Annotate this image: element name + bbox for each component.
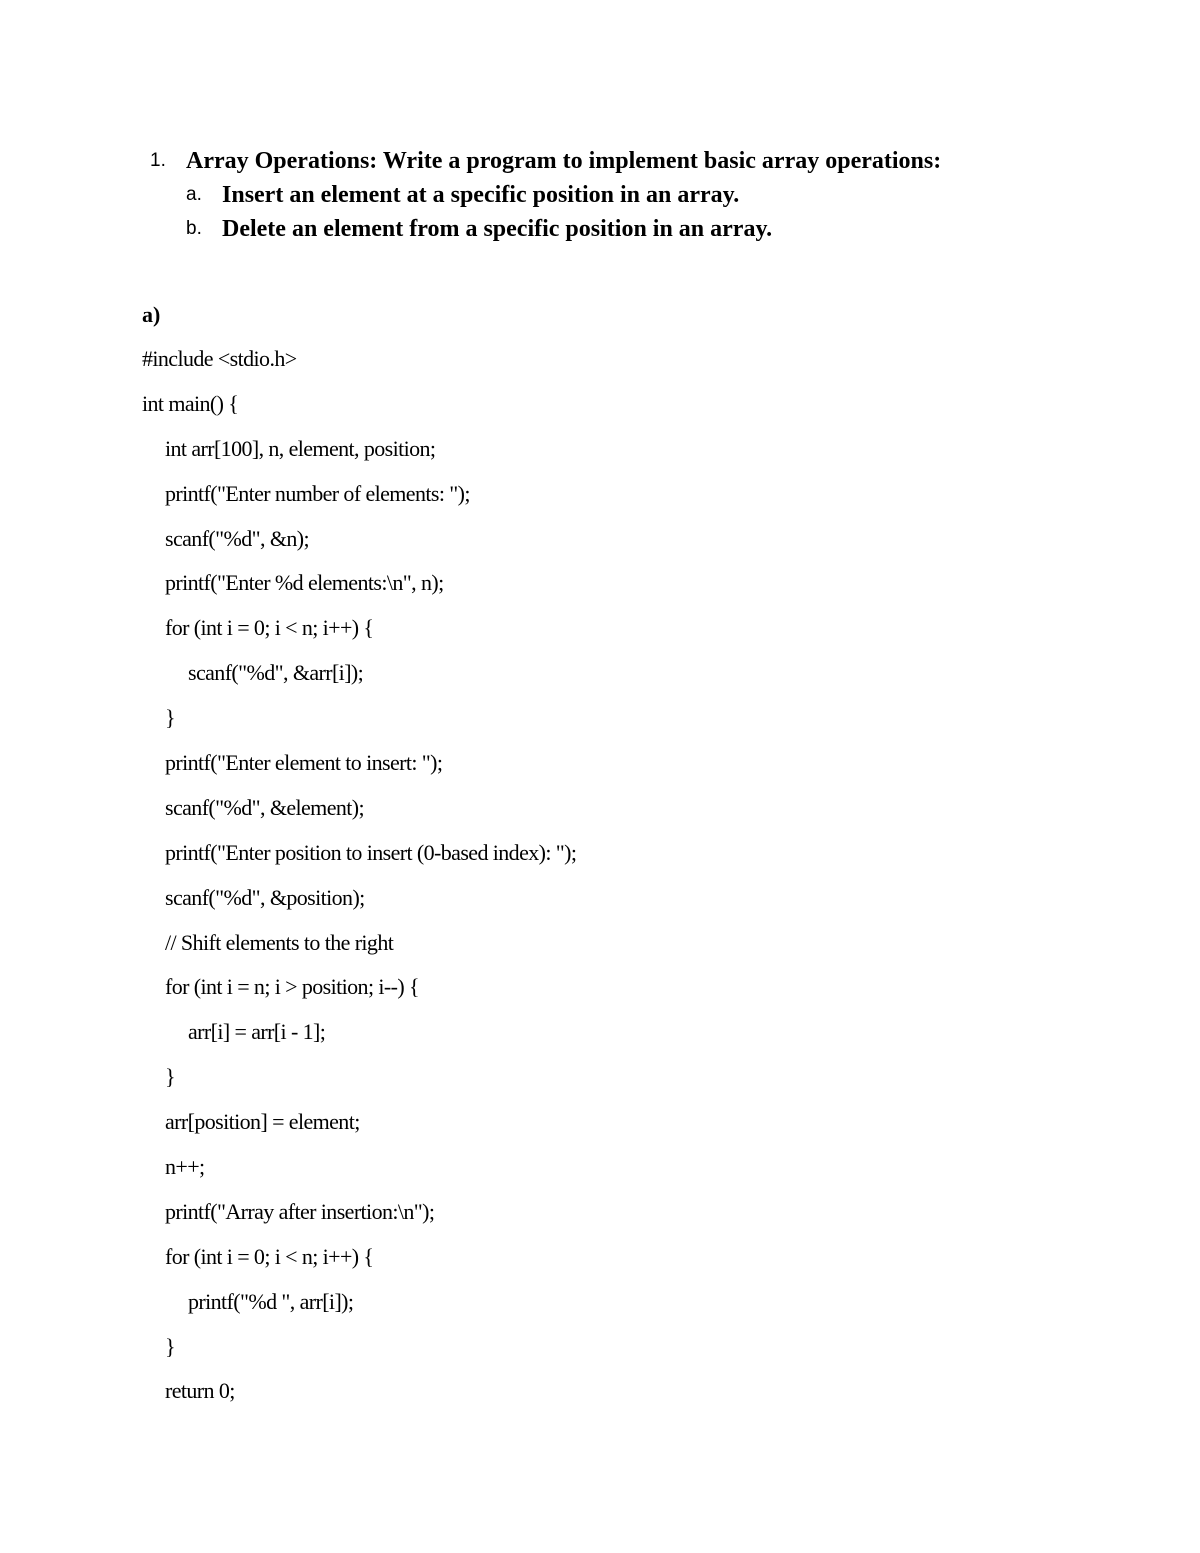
code-line: return 0;: [165, 1378, 235, 1404]
code-line: }: [165, 1064, 175, 1090]
code-line: }: [165, 1333, 175, 1359]
code-block: [142, 342, 1142, 1419]
code-line: scanf("%d", &arr[i]);: [188, 660, 364, 686]
code-comment: // Shift elements to the right: [165, 929, 394, 955]
code-line: printf("Enter position to insert (0-based index): ");: [165, 839, 577, 865]
code-line: int main() {: [142, 390, 239, 416]
sub-item-b: [150, 212, 1150, 246]
code-line: printf("Enter number of elements: ");: [165, 480, 470, 506]
code-line: printf("Enter element to insert: ");: [165, 750, 443, 776]
code-line: printf("%d ", arr[i]);: [188, 1288, 354, 1314]
code-line: for (int i = n; i > position; i--) {: [165, 974, 419, 1000]
code-line: n++;: [165, 1154, 205, 1180]
code-line: for (int i = 0; i < n; i++) {: [165, 1243, 374, 1269]
code-line: printf("Enter %d elements:\n", n);: [165, 570, 444, 596]
question-heading: [150, 144, 1150, 178]
code-line: scanf("%d", &n);: [165, 525, 309, 551]
code-line: }: [165, 705, 175, 731]
code-line: scanf("%d", &element);: [165, 794, 365, 820]
sub-item-text: Delete an element from a specific position in an array.: [222, 216, 773, 242]
code-line: for (int i = 0; i < n; i++) {: [165, 615, 374, 641]
question-list: [150, 144, 1150, 246]
section-label: a): [142, 302, 161, 327]
code-line: printf("Array after insertion:\n");: [165, 1198, 435, 1224]
sub-item-letter: b.: [186, 218, 202, 239]
code-line: #include <stdio.h>: [142, 346, 297, 371]
code-line: int arr[100], n, element, position;: [165, 435, 436, 461]
question-number: 1.: [150, 150, 166, 171]
sub-item-a: [150, 178, 1150, 212]
question-title: Array Operations: Write a program to implement basic array operations:: [186, 148, 942, 174]
sub-item-text: Insert an element at a specific position in an array.: [222, 182, 740, 208]
code-line: scanf("%d", &position);: [165, 884, 365, 910]
code-line: arr[i] = arr[i - 1];: [188, 1019, 326, 1045]
code-line: arr[position] = element;: [165, 1109, 360, 1135]
sub-item-letter: a.: [186, 184, 202, 205]
